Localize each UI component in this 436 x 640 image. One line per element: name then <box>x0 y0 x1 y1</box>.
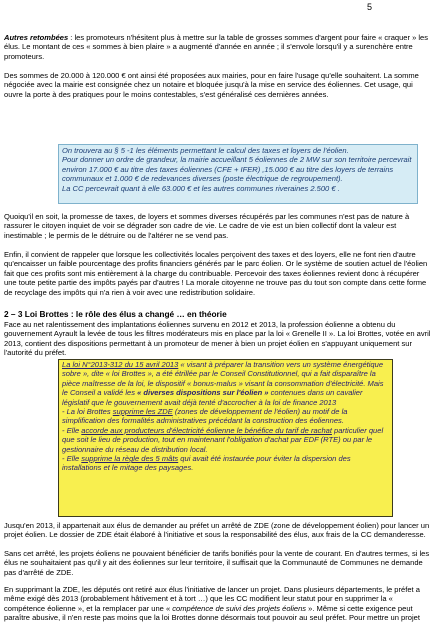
paragraph-jusqu-en-2013: Jusqu'en 2013, il appartenait aux élus de demander au préfet un arrêté de ZDE (zone de développement éolien) pour lancer un projet éolien. Le dossier de ZDE était élaboré à l'initiative et sous la responsabilité des élus, aux frais de la CC demanderesse. <box>4 521 430 540</box>
page-number: 5 <box>367 2 373 12</box>
paragraph-text: : les promoteurs n'hésitent plus à mettre sur la table de grosses sommes d'argent pour faire « craquer » les élus. Le montant de ces « sommes à bien plaire » a augmenté d'année en année ; il s'envole lorsqu'il y a surenchère entre promoteurs. <box>4 33 429 61</box>
law-text: contenues dans un cavalier législatif que le gouvernement avait déjà tenté d'accrocher à la loi de finance 2013 <box>62 388 363 407</box>
paragraph-enfin: Enfin, il convient de rappeler que lorsque les collectivités locales perçoivent des taxes et des loyers, elle ne font rien d'autre qu'encaisser un faible pourcentage des profits financiers générés par le parc éolien. Or le système de soutien actuel de l'éolien fait que ces profits sont mis entièrement à la charge du contribuable. Percevoir des taxes éoliennes revient donc à récupérer une toute petite partie des impôts payés par d'autres ! La morale citoyenne ne trouve pas du tout son compte dans cette forme de recyclage des impôts qui n'a rien à voir avec une redistribution solidaire. <box>4 250 428 297</box>
law-bullet-zde <box>62 407 389 426</box>
paragraph-sommes: Des sommes de 20.000 à 120.000 € ont ainsi été proposées aux mairies, pour en faire l'usage qu'elle souhaitent. La somme négociée avec la mairie est consignée chez un notaire et bloquée jusqu'à la mise en service des éoliennes. Cet usage, qui ouvre la porte à des pratiques pour le moins contestables, s'est généralisé ces dernières années. <box>4 71 419 99</box>
bullet-text: qui avait été instaurée pour éviter la dispersion des installations et le mitage des paysages. <box>62 454 351 473</box>
bullet-prefix: - La loi Brottes <box>62 407 113 417</box>
paragraph-lead: Autres retombées <box>4 33 69 42</box>
section-title: 2 – 3 Loi Brottes : le rôle des élus a changé … en théorie <box>4 309 227 319</box>
note-line-1: On trouvera au § 5 -1 les éléments permettant le calcul des taxes et loyers de l'éolien. <box>62 146 349 155</box>
bullet-text: particulier quel que soit le lieu de production, tout en maintenant l'obligation d'achat par EDF (RTE) ou par le gestionnaire du réseau de distribution local. <box>62 425 384 454</box>
law-text-bold: « diverses dispositions sur l'éolien » <box>137 388 269 398</box>
law-intro <box>62 360 389 407</box>
note-line-2: Pour donner un ordre de grandeur, la mairie accueillant 5 éoliennes de 2 MW sur son territoire percevrait environ 17.000 € au titre des taxes éoliennes (CFE + IFER) ,15.000 € au titre des loyers de terrains communaux et 1.000 € de redevances diverses (poste électrique de regroupement). <box>62 155 412 184</box>
paragraph-sans-cet-arrete: Sans cet arrêté, les projets éoliens ne pouvaient bénéficier de tarifs bonifiés pour la vente de courant. En d'autres termes, si les élus ne souhaitaient pas qu'il y ait des éoliennes sur leur territoire, il suffisait que la Communauté de Communes ne demande pas d'arrêté de ZDE. <box>4 549 430 577</box>
paragraph-text: ». Même si cette exigence peut paraître abusive, il n'en reste pas moins que la loi Brottes donne désormais tout pouvoir au seul préfet. Pour mettre un projet <box>4 603 420 623</box>
paragraph-text: En supprimant la ZDE, les députés ont retiré aux élus l'initiative de lancer un projet. Dans plusieurs départements, le préfet a même exigé dès 2013 (probablement hâtivement et à tort …) que les CC modifient leur statut pour en supprimer la « compétence éolienne », et la remplacer par une « <box>4 585 420 613</box>
law-highlight-box <box>58 359 393 517</box>
note-line-3: La CC percevrait quant à elle 63.000 € et les autres communes riveraines 2.500 € . <box>62 183 340 193</box>
paragraph-face-au: Face au net ralentissement des implantations éoliennes survenu en 2012 et 2013, la profession éolienne a obtenu du gouvernement Ayrault la levée de tous les filtres modérateurs mis en place par la loi « Grenelle II ». La loi Brottes, votée en avril 2013, contient des dispositions permettant à un promoteur de mener à bien un projet éolien en s'appuyant uniquement sur l'autorité du préfet. <box>4 320 431 358</box>
bullet-prefix: - Elle <box>62 454 82 464</box>
bullet-text: (zones de développement de l'éolien) au motif de la simplification des formalités administratives précédant la construction des éoliennes. <box>62 407 348 426</box>
paragraph-italic: compétence de suivi des projets éoliens <box>172 603 307 613</box>
paragraph-en-supprimant <box>4 585 433 623</box>
law-title: La loi N°2013-312 du 15 avril 2013 <box>62 360 179 369</box>
law-bullet-mats <box>62 454 389 473</box>
info-note-box <box>58 144 418 204</box>
paragraph-quoiqu-il: Quoiqu'il en soit, la promesse de taxes, de loyers et sommes diverses récupérés par les communes n'est pas de nature à rassurer le citoyen inquiet de voir se dégrader son cadre de vie. Le cadre de vie est un bien collectif dont la valeur est inestimable ; le permis de le détruire ou de l'altérer ne se vend pas. <box>4 212 410 240</box>
paragraph-autres-retombees <box>4 33 433 61</box>
bullet-prefix: - Elle <box>62 425 82 435</box>
law-bullet-tarif <box>62 426 389 454</box>
law-text: « visant à préparer la transition vers un système énergétique sobre », dite « loi Brottes », a été étrillée par le Conseil Constitutionnel, qui a fait disparaître la pièce maîtresse de la loi, le dispositif « bonus-malus » visant la consommation d'électricité. Mais le Conseil a validé les <box>62 360 384 398</box>
bullet-keyword: accorde aux producteurs d'électricité éolienne le bénéfice du tarif de rachat <box>81 425 332 435</box>
bullet-keyword: supprime la règle des 5 mâts <box>81 454 179 464</box>
bullet-keyword: supprime les ZDE <box>112 407 173 417</box>
